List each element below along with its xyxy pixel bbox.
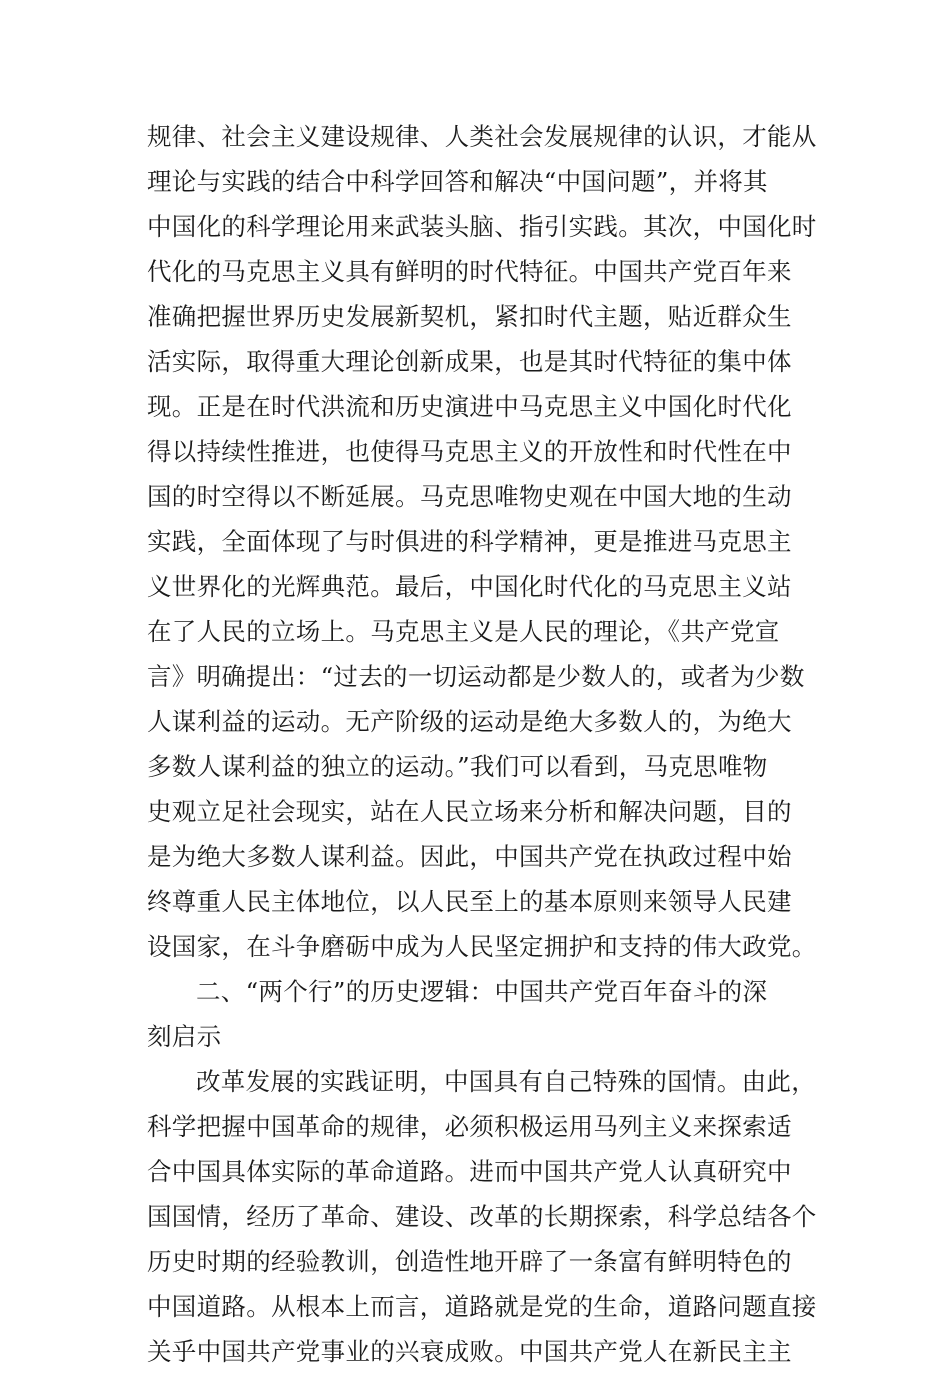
paragraph [147,1059,827,1374]
document-page [147,114,827,1374]
text-line: 言》明确提出：“过去的一切运动都是少数人的，或者为少数 [147,662,805,691]
text-line: 中国道路。从根本上而言，道路就是党的生命，道路问题直接 [147,1292,817,1321]
paragraph-continuation [147,114,827,969]
text-line: 国国情，经历了革命、建设、改革的长期探索，科学总结各个 [147,1202,817,1231]
text-line: 实践，全面体现了与时俱进的科学精神，更是推进马克思主 [147,527,792,556]
section-heading [147,969,827,1059]
text-line: 科学把握中国革命的规律，必须积极运用马列主义来探索适 [147,1112,792,1141]
text-line: 设国家，在斗争磨砺中成为人民坚定拥护和支持的伟大政党。 [147,932,817,961]
text-line: 中国化的科学理论用来武装头脑、指引实践。其次，中国化时 [147,212,817,241]
text-line: 准确把握世界历史发展新契机，紧扣时代主题，贴近群众生 [147,302,792,331]
heading-line: 刻启示 [147,1022,222,1051]
text-line: 历史时期的经验教训，创造性地开辟了一条富有鲜明特色的 [147,1247,792,1276]
text-line: 史观立足社会现实，站在人民立场来分析和解决问题，目的 [147,797,792,826]
text-line: 终尊重人民主体地位，以人民至上的基本原则来领导人民建 [147,887,792,916]
text-line: 人谋利益的运动。无产阶级的运动是绝大多数人的，为绝大 [147,707,792,736]
text-line: 得以持续性推进，也使得马克思主义的开放性和时代性在中 [147,437,792,466]
text-line: 合中国具体实际的革命道路。进而中国共产党人认真研究中 [147,1157,792,1186]
heading-line: 二、“两个行”的历史逻辑：中国共产党百年奋斗的深 [196,977,768,1006]
text-line: 在了人民的立场上。马克思主义是人民的理论，《共产党宣 [147,617,780,646]
text-line: 改革发展的实践证明，中国具有自己特殊的国情。由此， [196,1067,816,1096]
text-line: 规律、社会主义建设规律、人类社会发展规律的认识，才能从 [147,122,817,151]
text-line: 义世界化的光辉典范。最后，中国化时代化的马克思主义站 [147,572,792,601]
text-line: 活实际，取得重大理论创新成果，也是其时代特征的集中体 [147,347,792,376]
text-line: 是为绝大多数人谋利益。因此，中国共产党在执政过程中始 [147,842,792,871]
text-line: 现。正是在时代洪流和历史演进中马克思主义中国化时代化 [147,392,792,421]
text-line: 国的时空得以不断延展。马克思唯物史观在中国大地的生动 [147,482,792,511]
text-line: 代化的马克思主义具有鲜明的时代特征。中国共产党百年来 [147,257,792,286]
text-line: 理论与实践的结合中科学回答和解决“中国问题”，并将其 [147,167,768,196]
text-line: 关乎中国共产党事业的兴衰成败。中国共产党人在新民主主 [147,1337,792,1366]
text-line: 多数人谋利益的独立的运动。”我们可以看到，马克思唯物 [147,752,768,781]
